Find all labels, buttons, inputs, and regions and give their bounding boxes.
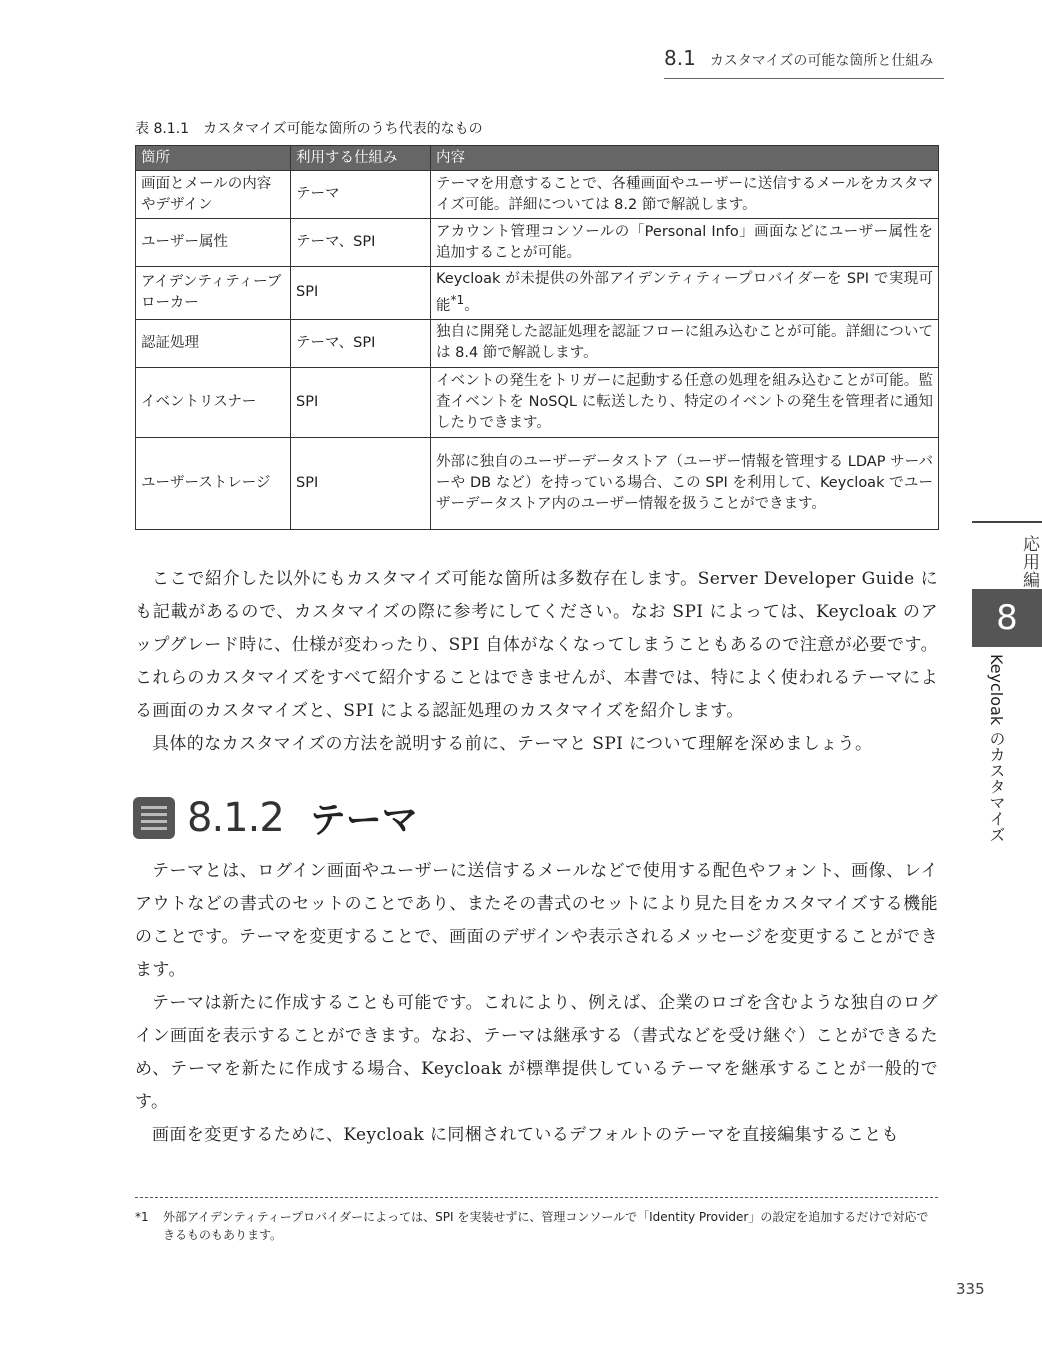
cell-location: ユーザーストレージ bbox=[136, 437, 291, 529]
table-header-row bbox=[136, 146, 939, 171]
cell-content: アカウント管理コンソールの「Personal Info」画面などにユーザー属性を追加することが可能。 bbox=[431, 219, 939, 267]
column-header-location: 箇所 bbox=[136, 146, 291, 171]
section-heading bbox=[133, 792, 418, 843]
cell-content-tail: 。 bbox=[464, 297, 479, 314]
cell-content: 独自に開発した認証処理を認証フローに組み込むことが可能。詳細については 8.4 節で解説します。 bbox=[431, 319, 939, 367]
body-text-theme bbox=[135, 855, 938, 1152]
paragraph: 画面を変更するために、Keycloak に同梱されているデフォルトのテーマを直接編集することも bbox=[152, 1125, 899, 1145]
table-row bbox=[136, 319, 939, 367]
footnote-text: 外部アイデンティティープロバイダーによっては、SPI を実装せずに、管理コンソールで「Identity Provider」の設定を追加するだけで対応できるものもあります。 bbox=[163, 1210, 929, 1242]
header-section-title: カスタマイズの可能な箇所と仕組み bbox=[709, 53, 934, 69]
cell-location: ユーザー属性 bbox=[136, 219, 291, 267]
table-caption-number: 表 8.1.1 bbox=[135, 121, 190, 137]
cell-content bbox=[431, 267, 939, 320]
cell-location: 画面とメールの内容やデザイン bbox=[136, 171, 291, 219]
table-row bbox=[136, 267, 939, 320]
cell-location: 認証処理 bbox=[136, 319, 291, 367]
cell-mechanism: テーマ bbox=[291, 171, 431, 219]
header-section-number: 8.1 bbox=[664, 46, 696, 70]
cell-mechanism: SPI bbox=[291, 437, 431, 529]
cell-content: 外部に独自のユーザーデータストア（ユーザー情報を管理する LDAP サーバーや DB など）を持っている場合、この SPI を利用して、Keycloak でユーザーデータストア内のユーザー情報を扱うことができます。 bbox=[431, 437, 939, 529]
paragraph: テーマとは、ログイン画面やユーザーに送信するメールなどで使用する配色やフォント、画像、レイアウトなどの書式のセットのことであり、またその書式のセットにより見た目をカスタマイズする機能のことです。テーマを変更することで、画面のデザインや表示されるメッセージを変更することができます。 bbox=[135, 861, 938, 980]
cell-mechanism: SPI bbox=[291, 367, 431, 437]
footnote-mark: *1 bbox=[135, 1210, 149, 1224]
page-number: 335 bbox=[956, 1280, 985, 1298]
chapter-title: Keycloak のカスタマイズ bbox=[987, 654, 1006, 843]
section-heading-number: 8.1.2 bbox=[187, 794, 284, 841]
customization-table bbox=[135, 145, 939, 530]
column-header-mechanism: 利用する仕組み bbox=[291, 146, 431, 171]
header-divider bbox=[664, 78, 944, 79]
chapter-number: 8 bbox=[996, 598, 1018, 638]
cell-content: テーマを用意することで、各種画面やユーザーに送信するメールをカスタマイズ可能。詳細については 8.2 節で解説します。 bbox=[431, 171, 939, 219]
cell-mechanism: SPI bbox=[291, 267, 431, 320]
part-label bbox=[972, 521, 1042, 593]
footnote bbox=[135, 1208, 938, 1244]
section-heading-title: テーマ bbox=[309, 800, 418, 841]
running-header bbox=[664, 46, 933, 70]
table-row bbox=[136, 219, 939, 267]
table-row bbox=[136, 367, 939, 437]
footnote-reference: *1 bbox=[450, 293, 465, 307]
section-heading-icon bbox=[133, 797, 175, 839]
cell-mechanism: テーマ、SPI bbox=[291, 319, 431, 367]
column-header-content: 内容 bbox=[431, 146, 939, 171]
cell-location: アイデンティティーブローカー bbox=[136, 267, 291, 320]
chapter-number-box bbox=[972, 589, 1042, 647]
paragraph: 具体的なカスタマイズの方法を説明する前に、テーマと SPI について理解を深めましょう。 bbox=[152, 734, 873, 754]
body-text-intro bbox=[135, 563, 938, 761]
footnote-divider bbox=[135, 1197, 938, 1198]
table-row bbox=[136, 437, 939, 529]
cell-content: イベントの発生をトリガーに起動する任意の処理を組み込むことが可能。監査イベントを NoSQL に転送したり、特定のイベントの発生を管理者に通知したりできます。 bbox=[431, 367, 939, 437]
part-label-text: 応用編 bbox=[1019, 535, 1039, 589]
cell-mechanism: テーマ、SPI bbox=[291, 219, 431, 267]
paragraph: テーマは新たに作成することも可能です。これにより、例えば、企業のロゴを含むような独自のログイン画面を表示することができます。なお、テーマは継承する（書式などを受け継ぐ）ことができるため、テーマを新たに作成する場合、Keycloak が標準提供しているテーマを継承することが一般的です。 bbox=[135, 993, 938, 1112]
table-row bbox=[136, 171, 939, 219]
paragraph: ここで紹介した以外にもカスタマイズ可能な箇所は多数存在します。Server Developer Guide にも記載があるので、カスタマイズの際に参考にしてください。なお SPI によっては、Keycloak のアップグレード時に、仕様が変わったり、SPI 自体がなくなってしまうこともあるので注意が必要です。これらのカスタマイズをすべて紹介することはできませんが、本書では、特によく使われるテーマによる画面のカスタマイズと、SPI による認証処理のカスタマイズを紹介します。 bbox=[135, 569, 938, 721]
table-caption bbox=[135, 118, 483, 138]
cell-content-text: Keycloak が未提供の外部アイデンティティープロバイダーを SPI で実現可能 bbox=[436, 271, 933, 314]
table-caption-text: カスタマイズ可能な箇所のうち代表的なもの bbox=[203, 121, 483, 137]
cell-location: イベントリスナー bbox=[136, 367, 291, 437]
